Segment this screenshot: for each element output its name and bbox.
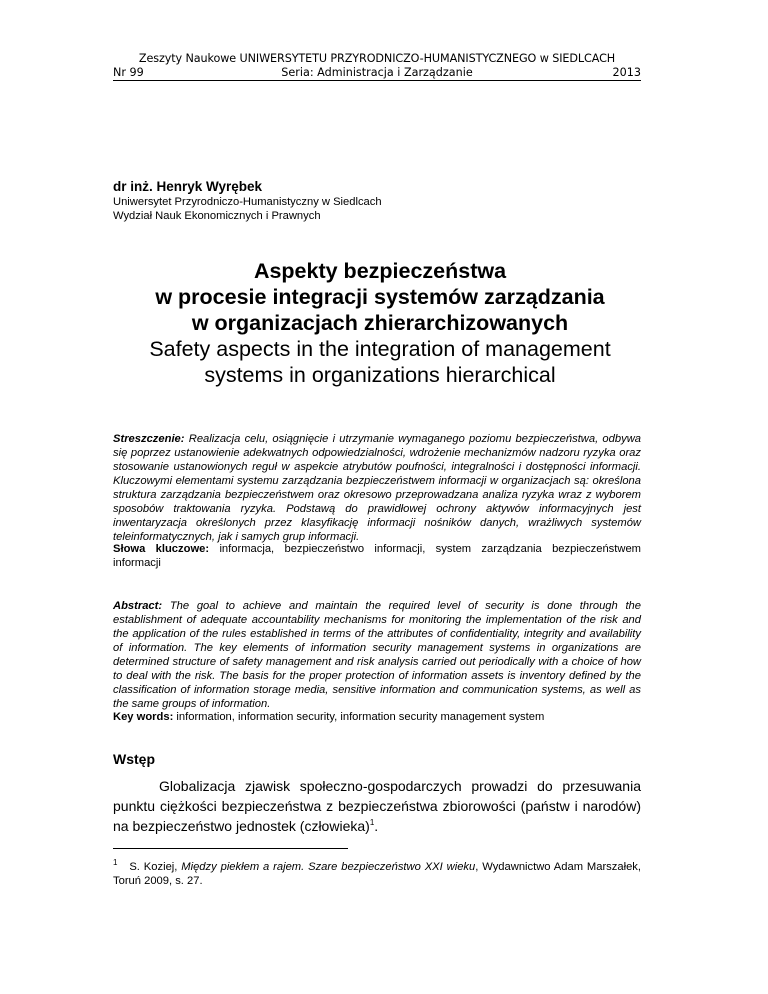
section-heading: Wstęp — [113, 751, 155, 767]
journal-meta-row — [113, 66, 641, 80]
journal-header — [113, 52, 641, 80]
keywords-pl — [113, 542, 641, 570]
author-affiliation-faculty: Wydział Nauk Ekonomicznych i Prawnych — [113, 210, 321, 222]
footnote-author: S. Koziej, — [129, 861, 178, 873]
footnote-rest: , Wydawnictwo Adam Marszałek, Toruń 2009, s. 27. — [113, 861, 642, 887]
author-affiliation-university: Uniwersytet Przyrodniczo-Humanistyczny w Siedlcach — [113, 196, 382, 208]
footnote-title: Między piekłem a rajem. Szare bezpieczeństwo XXI wieku — [181, 861, 476, 873]
title-pl-line-2: w procesie integracji systemów zarządzania — [155, 285, 605, 309]
title-block — [100, 258, 660, 388]
intro-paragraph-end: . — [374, 818, 379, 834]
keywords-en-label: Key words: — [113, 711, 174, 723]
keywords-en — [113, 710, 641, 724]
publication-year: 2013 — [612, 66, 641, 79]
abstract-en — [113, 599, 641, 711]
abstract-en-text: The goal to achieve and maintain the required level of security is done through the establishment of adequate accountability mechanisms for monitoring the implementation of the risk and the application of the rules established in terms of the attributes of confidentiality, integrity and availability of information. The key elements of information security management systems in organizations are determined structure of safety management and risk analysis carried out periodically with a choice of how to deal with the risk. The basis for the proper protection of information assets is inventory defined by the classification of information storage media, sensitive information and communication systems, as well as the same groups of information. — [113, 600, 642, 710]
abstract-en-label: Abstract: — [113, 600, 163, 612]
author-block — [113, 178, 653, 223]
footnote — [113, 860, 641, 888]
journal-name: Zeszyty Naukowe UNIWERSYTETU PRZYRODNICZO-HUMANISTYCZNEGO w SIEDLCACH — [138, 52, 616, 65]
footnote-number: 1 — [113, 858, 118, 867]
title-pl-line-1: Aspekty bezpieczeństwa — [253, 259, 507, 283]
abstract-pl-text: Realizacja celu, osiągnięcie i utrzymanie wymaganego poziomu bezpieczeństwa, odbywa się poprzez ustanowienie adekwatnych odpowiedzialności, wdrożenie mechanizmów nadzoru ryzyka oraz stosowanie ustanowionych reguł w aspekcie atrybutów poufności, integralności i dostępności informacji. Kluczowymi elementami systemu zarządzania bezpieczeństwem informacji w organizacjach są: określona struktura zarządzania bezpieczeństwem oraz okresowo przeprowadzana analiza ryzyka wraz z wyborem sposobów traktowania ryzyka. Podstawą do prawidłowej ochrony aktywów informacyjnych jest inwentaryzacja określonych przez klasyfikację informacji nośników danych, wrażliwych systemów teleinformatycznych, jak i samych grup informacji. — [113, 433, 641, 543]
abstract-pl-label: Streszczenie: — [113, 433, 185, 445]
keywords-pl-text: informacja, bezpieczeństwo informacji, system zarządzania bezpieczeństwem informacji — [113, 543, 641, 569]
keywords-en-text: information, information security, information security management system — [176, 711, 545, 723]
header-rule — [113, 80, 641, 81]
issue-number: Nr 99 — [113, 66, 144, 79]
series-name: Seria: Administracja i Zarządzanie — [281, 66, 473, 79]
intro-paragraph — [113, 776, 641, 836]
title-en-line-2: systems in organizations hierarchical — [204, 363, 556, 387]
footnote-reference: 1 — [369, 818, 375, 827]
intro-body — [113, 776, 641, 836]
intro-paragraph-text: Globalizacja zjawisk społeczno-gospodarczych prowadzi do przesuwania punktu ciężkości bezpieczeństwa z bezpieczeństwa zbiorowości (państw i narodów) na bezpieczeństwo jednostek (człowieka) — [113, 778, 641, 834]
author-name: dr inż. Henryk Wyrębek — [113, 179, 263, 194]
footnote-separator — [113, 848, 348, 849]
title-en-line-1: Safety aspects in the integration of management — [149, 337, 611, 361]
title-pl-line-3: w organizacjach zhierarchizowanych — [191, 311, 569, 335]
abstract-pl — [113, 432, 641, 544]
keywords-pl-label: Słowa kluczowe: — [113, 543, 210, 555]
